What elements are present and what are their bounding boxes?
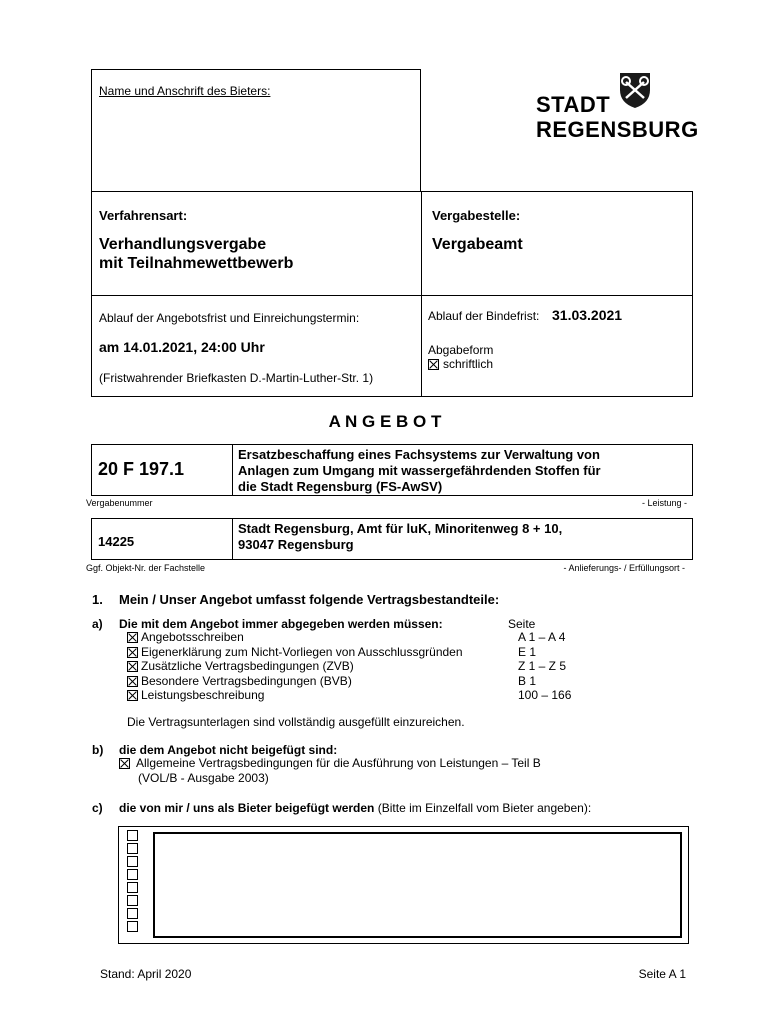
empty-checkbox-icon[interactable] [127, 921, 138, 932]
document-label: Leistungsbeschreibung [141, 688, 265, 702]
deadline-box [91, 295, 693, 397]
document-list [127, 630, 597, 703]
checked-checkbox-icon[interactable] [127, 676, 138, 687]
procedure-type-value-1: Verhandlungsvergabe [99, 236, 267, 253]
document-pages: 100 – 166 [518, 688, 572, 702]
page-title: A N G E B O T [328, 412, 442, 431]
award-number: 20 F 197.1 [98, 459, 185, 479]
subsection-b-heading: die dem Angebot nicht beigefügt sind: [119, 743, 338, 757]
awarding-office-label: Vergabestelle: [432, 208, 521, 223]
award-description-3: die Stadt Regensburg (FS-AwSV) [238, 479, 443, 494]
list-item [127, 659, 597, 674]
procedure-type-label: Verfahrensart: [99, 208, 188, 223]
procedure-divider [421, 192, 422, 295]
subsection-b-label: b) [92, 743, 104, 757]
empty-checkbox-icon[interactable] [127, 843, 138, 854]
delivery-divider [232, 519, 233, 559]
subsection-c-label: c) [92, 801, 103, 815]
checked-checkbox-icon[interactable] [127, 661, 138, 672]
subsection-a-label: a) [92, 617, 103, 631]
empty-checkbox-icon[interactable] [127, 895, 138, 906]
subsection-c-note: (Bitte im Einzelfall vom Bieter angeben): [377, 801, 592, 815]
deadline-label: Ablauf der Angebotsfrist und Einreichungstermin: [99, 311, 360, 325]
binding-period-label: Ablauf der Bindefrist: [428, 309, 540, 323]
b-item-label-1: Allgemeine Vertragsbedingungen für die Ausführung von Leistungen – Teil B [136, 756, 541, 770]
object-number: 14225 [98, 534, 135, 549]
section-number: 1. [92, 592, 103, 607]
subsection-c-heading-line [119, 801, 591, 815]
list-item [127, 645, 597, 660]
delivery-address-1: Stadt Regensburg, Amt für luK, Minoritenweg 8 + 10, [238, 521, 563, 536]
binding-period-value: 31.03.2021 [552, 307, 623, 323]
document-label: Zusätzliche Vertragsbedingungen (ZVB) [141, 659, 354, 673]
checked-checkbox-icon[interactable] [127, 647, 138, 658]
logo-line-1: STADT [536, 92, 611, 117]
deadline-divider [421, 296, 422, 396]
checked-checkbox-icon[interactable] [428, 359, 439, 370]
document-label: Eigenerklärung zum Nicht-Vorliegen von Ausschlussgründen [141, 644, 463, 659]
empty-checkbox-icon[interactable] [127, 830, 138, 841]
city-logo [535, 68, 699, 143]
footer-stand: Stand: April 2020 [100, 967, 192, 981]
empty-checkbox-icon[interactable] [127, 856, 138, 867]
checked-checkbox-icon[interactable] [119, 758, 130, 769]
award-description-2: Anlagen zum Umgang mit wassergefährdenden Stoffen für [238, 463, 601, 478]
awarding-office-value: Vergabeamt [432, 236, 523, 253]
document-label: Angebotsschreiben [141, 630, 244, 644]
section-heading: Mein / Unser Angebot umfasst folgende Vertragsbestandteile: [119, 592, 500, 607]
delivery-box [91, 518, 693, 560]
footer-page-number: Seite A 1 [638, 967, 686, 981]
document-pages: E 1 [518, 644, 537, 659]
empty-checkbox-icon[interactable] [127, 882, 138, 893]
attachments-input-field[interactable] [153, 832, 682, 938]
award-box [91, 444, 693, 496]
submission-form-option [428, 357, 493, 371]
document-pages: A 1 – A 4 [518, 630, 566, 644]
service-caption: - Leistung - [641, 498, 687, 508]
b-item-label-2: (VOL/B - Ausgabe 2003) [138, 771, 269, 785]
bidder-box [91, 69, 421, 192]
list-item [127, 674, 597, 689]
object-number-caption: Ggf. Objekt-Nr. der Fachstelle [86, 563, 206, 573]
page-column-header: Seite [508, 617, 536, 631]
award-description-1: Ersatzbeschaffung eines Fachsystems zur Verwaltung von [238, 447, 600, 462]
document-label: Besondere Vertragsbedingungen (BVB) [141, 673, 352, 688]
attachment-checkbox-column [127, 830, 141, 934]
procedure-box [91, 191, 693, 296]
attachments-box [118, 826, 689, 944]
list-item [127, 630, 597, 645]
submission-form-label: Abgabeform [428, 343, 494, 357]
deadline-value: am 14.01.2021, 24:00 Uhr [99, 339, 265, 355]
delivery-place-caption: - Anlieferungs- / Erfüllungsort - [563, 563, 685, 573]
document-pages: Z 1 – Z 5 [518, 659, 567, 673]
submission-option-label: schriftlich [443, 357, 494, 371]
coat-of-arms-icon [616, 70, 654, 110]
checked-checkbox-icon[interactable] [127, 690, 138, 701]
logo-line-2: REGENSBURG [536, 117, 699, 142]
empty-checkbox-icon[interactable] [127, 908, 138, 919]
empty-checkbox-icon[interactable] [127, 869, 138, 880]
deadline-note: (Fristwahrender Briefkasten D.-Martin-Luther-Str. 1) [99, 371, 374, 385]
subsection-b-item [119, 756, 541, 770]
subsection-c-heading: die von mir / uns als Bieter beigefügt werden [119, 801, 375, 815]
procedure-type-value-2: mit Teilnahmewettbewerb [99, 255, 294, 272]
subsection-a-heading: Die mit dem Angebot immer abgegeben werden müssen: [119, 617, 443, 631]
delivery-address-2: 93047 Regensburg [238, 537, 354, 552]
document-pages: B 1 [518, 673, 537, 688]
checked-checkbox-icon[interactable] [127, 632, 138, 643]
subsection-a-note: Die Vertragsunterlagen sind vollständig ausgefüllt einzureichen. [127, 715, 465, 729]
list-item [127, 688, 597, 703]
award-number-caption: Vergabenummer [86, 498, 153, 508]
bidder-label: Name und Anschrift des Bieters: [99, 84, 271, 98]
award-divider [232, 445, 233, 495]
